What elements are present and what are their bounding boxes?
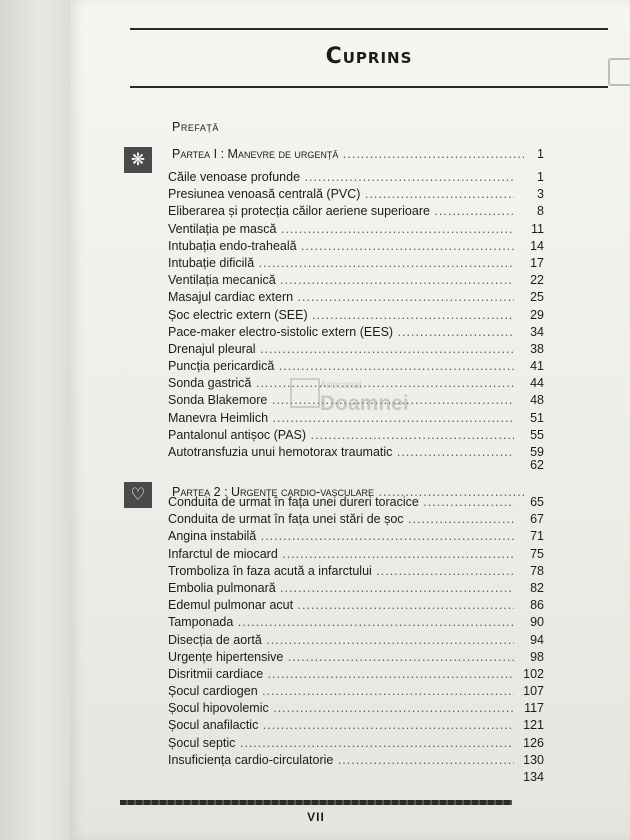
toc-entry-page: 67	[530, 512, 544, 527]
toc-entry	[168, 717, 544, 734]
toc-entry	[168, 614, 544, 631]
toc-entry-title	[168, 666, 514, 683]
toc-entry	[168, 546, 544, 563]
toc-entry	[168, 700, 544, 717]
toc-entry-title-text: Masajul cardiac extern .....	[168, 290, 514, 304]
toc-entry-title-text: Căile venoase profunde .....	[168, 170, 514, 184]
toc-entry-page: 34	[530, 324, 544, 339]
toc-entry-page: 48	[530, 393, 544, 408]
page-number: VII	[307, 810, 325, 824]
toc-entry-page: 82	[530, 580, 544, 595]
toc-entry-page: 17	[530, 255, 544, 270]
toc-entry-title-text: Conduita de urmat în fața unei dureri toracice .....	[168, 495, 514, 509]
toc-entry-page: 130	[523, 752, 544, 767]
toc-entry-title	[168, 563, 514, 580]
toc-entry	[168, 203, 544, 220]
toc-entry-title-text: Autotransfuzia unui hemotorax traumatic .....	[168, 445, 514, 459]
watermark-small-text: Anticariat	[320, 380, 362, 391]
toc-entry	[168, 752, 544, 769]
watermark-frame-icon	[290, 378, 320, 408]
toc-entry-title-text: Șoc electric extern (SEE) .....	[168, 308, 514, 322]
toc-entry-page: 44	[530, 376, 544, 391]
toc-entry-title	[168, 307, 514, 324]
toc-entry-title-text: Șocul anafilactic .....	[168, 718, 514, 732]
toc-entry-title-text: Disritmii cardiace .....	[168, 667, 514, 681]
toc-entry-title-text: Intubația endo-traheală .....	[168, 239, 514, 253]
toc-entry-title-text: Drenajul pleural .....	[168, 342, 514, 356]
toc-entry-title	[168, 614, 514, 631]
watermark	[284, 372, 409, 448]
toc-entry	[168, 632, 544, 649]
part2-toc-list	[168, 494, 544, 786]
document-page	[70, 0, 630, 840]
part2-title: Partea 2 : Urgențe cardio-vasculare .....	[172, 485, 524, 499]
toc-entry-title	[168, 700, 514, 717]
toc-entry-title	[168, 735, 514, 752]
toc-entry-title	[168, 717, 514, 734]
toc-entry-page: 59	[530, 445, 544, 459]
toc-entry-page: 14	[530, 238, 544, 253]
edge-tab-mark	[608, 58, 630, 86]
toc-entry-title-text: Ventilația mecanică .....	[168, 273, 514, 287]
toc-entry	[168, 289, 544, 306]
toc-entry-title	[168, 528, 514, 545]
toc-entry-title-text: Eliberarea și protecția căilor aeriene superioare .....	[168, 204, 514, 218]
toc-entry-title-text: Urgențe hipertensive .....	[168, 650, 514, 664]
toc-entry-page: 98	[530, 649, 544, 664]
toc-entry-page: 94	[530, 632, 544, 647]
toc-entry-page: 102	[523, 666, 544, 681]
toc-entry	[168, 511, 544, 528]
toc-entry-title-text: Embolia pulmonară .....	[168, 581, 514, 595]
toc-entry-title-text: Sonda gastrică .....	[168, 376, 514, 390]
page-title: Cuprins	[325, 44, 413, 69]
toc-entry-page: 41	[530, 359, 544, 374]
toc-entry-title	[168, 649, 514, 666]
toc-entry-title	[168, 169, 514, 186]
toc-entry	[168, 238, 544, 255]
toc-entry-title-text: Disecția de aortă .....	[168, 633, 514, 647]
toc-entry-page: 65	[530, 495, 544, 509]
toc-entry	[168, 683, 544, 700]
toc-entry	[168, 324, 544, 341]
toc-entry-page: 8	[537, 204, 544, 219]
toc-entry-page: 11	[531, 221, 544, 236]
toc-trailing-page: 134	[523, 770, 544, 784]
toc-entry-title-text: Intubație dificilă .....	[168, 256, 514, 270]
toc-entry	[168, 494, 544, 511]
toc-entry-page: 121	[523, 718, 544, 733]
toc-entry-title	[168, 203, 514, 220]
toc-entry-title-text: Angina instabilă .....	[168, 529, 514, 543]
toc-entry-title	[168, 341, 514, 358]
toc-entry-title	[168, 511, 514, 528]
asterisk-icon: ❋	[124, 147, 152, 173]
toc-entry-title	[168, 255, 514, 272]
toc-entry-page: 78	[530, 563, 544, 578]
toc-entry-title	[168, 289, 514, 306]
toc-entry-page: 86	[530, 598, 544, 613]
toc-entry	[168, 666, 544, 683]
toc-entry-title	[168, 494, 514, 511]
toc-entry-page: 55	[530, 427, 544, 442]
toc-entry-title-text: Pantalonul antișoc (PAS) .....	[168, 428, 514, 442]
toc-entry-title	[168, 632, 514, 649]
toc-entry-page: 29	[530, 307, 544, 322]
toc-entry-title	[168, 238, 514, 255]
toc-entry-title-text: Tromboliza în faza acută a infarctului .....	[168, 564, 514, 578]
toc-entry-title-text: Manevra Heimlich .....	[168, 411, 514, 425]
toc-trailing-page-row	[168, 769, 544, 786]
toc-entry-title-text: Ventilația pe mască .....	[168, 222, 514, 236]
toc-entry-title-text: Sonda Blakemore .....	[168, 393, 514, 407]
toc-entry-title-text: Insuficiența cardio-circulatorie .....	[168, 753, 514, 767]
toc-entry-title	[168, 580, 514, 597]
toc-entry-page: 75	[530, 546, 544, 561]
toc-entry	[168, 307, 544, 324]
footer-rule	[120, 800, 512, 805]
toc-entry-title-text: Șocul cardiogen .....	[168, 684, 514, 698]
toc-entry-title	[168, 752, 514, 769]
toc-entry-page: 38	[530, 341, 544, 356]
toc-entry-page: 3	[537, 187, 544, 202]
toc-entry-title-text: Pace-maker electro-sistolic extern (EES) .....	[168, 325, 514, 339]
toc-entry-title-text: Infarctul de miocard .....	[168, 547, 514, 561]
toc-entry	[168, 580, 544, 597]
toc-entry-title	[168, 324, 514, 341]
toc-entry-title	[168, 546, 514, 563]
preface-heading: Prefață	[172, 120, 219, 134]
toc-entry-title	[168, 597, 514, 614]
toc-entry-title-text: Tamponada .....	[168, 615, 514, 629]
toc-entry-title	[168, 683, 514, 700]
watermark-text: Doamnei	[320, 392, 409, 415]
toc-entry-page: 126	[523, 735, 544, 750]
toc-entry-title	[168, 186, 514, 203]
toc-entry	[168, 221, 544, 238]
book-spine	[0, 0, 70, 840]
toc-entry	[168, 735, 544, 752]
title-rule-top	[130, 28, 608, 30]
toc-entry	[168, 528, 544, 545]
toc-entry	[168, 186, 544, 203]
part2-page: 62	[530, 458, 544, 472]
toc-entry-title-text: Șocul septic .....	[168, 736, 514, 750]
heart-icon: ♡	[124, 482, 152, 508]
title-rule-bottom	[130, 86, 608, 88]
toc-entry	[168, 649, 544, 666]
toc-entry-title	[168, 221, 514, 238]
toc-entry-page: 22	[530, 273, 544, 288]
toc-entry-page: 51	[530, 410, 544, 425]
toc-entry-title-text: Presiunea venoasă centrală (PVC) .....	[168, 187, 514, 201]
toc-entry-page: 71	[530, 529, 544, 544]
toc-entry-page: 107	[523, 684, 544, 699]
toc-entry-title-text: Edemul pulmonar acut .....	[168, 598, 514, 612]
toc-entry	[168, 272, 544, 289]
toc-entry-page: 117	[524, 701, 544, 716]
toc-entry-page: 1	[537, 170, 544, 184]
toc-entry-title-text: Șocul hipovolemic .....	[168, 701, 514, 715]
part1-page: 1	[537, 147, 544, 161]
toc-entry	[168, 597, 544, 614]
toc-entry	[168, 255, 544, 272]
toc-entry-page: 90	[530, 615, 544, 630]
toc-entry-title-text: Conduita de urmat în fața unei stări de șoc .....	[168, 512, 514, 526]
toc-entry-page: 25	[530, 290, 544, 305]
part1-title: Partea I : Manevre de urgență .....	[172, 147, 524, 161]
toc-entry-title-text: Puncția pericardică .....	[168, 359, 514, 373]
toc-entry	[168, 563, 544, 580]
toc-entry-title	[168, 272, 514, 289]
toc-entry	[168, 169, 544, 186]
toc-entry	[168, 341, 544, 358]
